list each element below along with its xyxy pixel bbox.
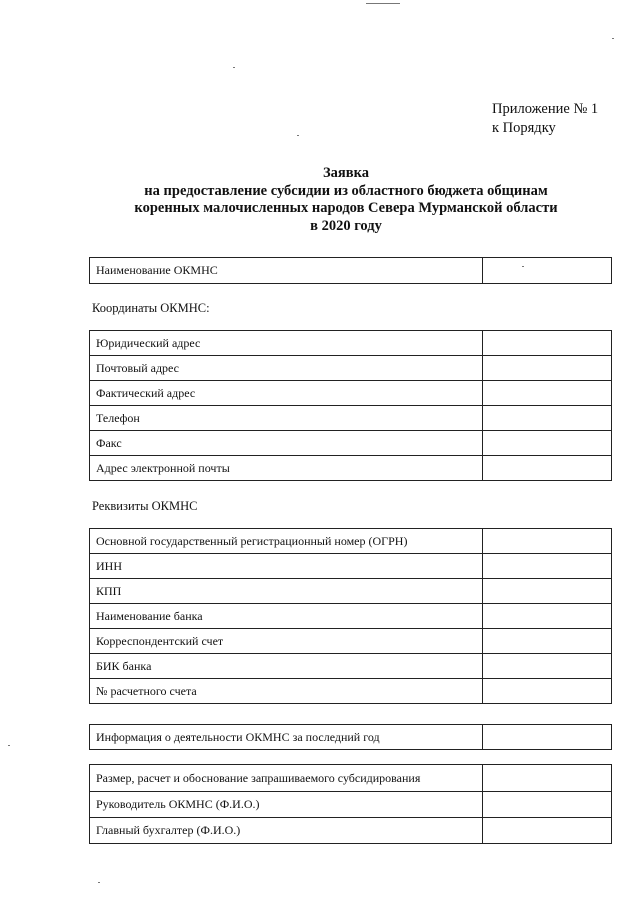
table-row bbox=[90, 554, 612, 579]
field-label: ИНН bbox=[90, 554, 483, 579]
table-row bbox=[90, 765, 612, 792]
field-value[interactable] bbox=[483, 629, 612, 654]
field-value[interactable] bbox=[483, 679, 612, 704]
table-row bbox=[90, 431, 612, 456]
field-label: КПП bbox=[90, 579, 483, 604]
table-row bbox=[90, 258, 612, 284]
table-row bbox=[90, 381, 612, 406]
field-label: Наименование банка bbox=[90, 604, 483, 629]
title-line-4: в 2020 году bbox=[310, 217, 382, 234]
field-value[interactable] bbox=[483, 529, 612, 554]
document-title bbox=[90, 165, 602, 235]
field-value[interactable] bbox=[483, 818, 612, 844]
field-label: Руководитель ОКМНС (Ф.И.О.) bbox=[90, 792, 483, 818]
field-label: Размер, расчет и обоснование запрашиваемого субсидирования bbox=[90, 765, 483, 792]
field-value[interactable] bbox=[483, 381, 612, 406]
title-line-1: Заявка bbox=[323, 165, 369, 181]
scan-speck bbox=[233, 67, 235, 68]
field-label: Информация о деятельности ОКМНС за последний год bbox=[90, 725, 483, 750]
field-value[interactable] bbox=[483, 431, 612, 456]
field-label: Корреспондентский счет bbox=[90, 629, 483, 654]
table-row bbox=[90, 579, 612, 604]
subsidy-table bbox=[89, 764, 612, 844]
coordinates-heading: Координаты ОКМНС: bbox=[92, 301, 210, 315]
field-value[interactable] bbox=[483, 331, 612, 356]
field-value[interactable] bbox=[483, 725, 612, 750]
field-label: Наименование ОКМНС bbox=[90, 258, 483, 284]
field-label: Телефон bbox=[90, 406, 483, 431]
appendix-reference: к Порядку bbox=[492, 120, 556, 136]
table-row bbox=[90, 792, 612, 818]
field-value[interactable] bbox=[483, 579, 612, 604]
table-row bbox=[90, 818, 612, 844]
appendix-label bbox=[492, 100, 598, 138]
field-label: Фактический адрес bbox=[90, 381, 483, 406]
table-row bbox=[90, 604, 612, 629]
table-row bbox=[90, 654, 612, 679]
field-label: БИК банка bbox=[90, 654, 483, 679]
org-name-table bbox=[89, 257, 612, 284]
title-line-3: коренных малочисленных народов Севера Мурманской области bbox=[134, 200, 558, 216]
title-line-2: на предоставление субсидии из областного бюджета общинам bbox=[144, 182, 548, 199]
scan-speck bbox=[98, 882, 100, 883]
table-row bbox=[90, 356, 612, 381]
activity-table bbox=[89, 724, 612, 750]
requisites-heading: Реквизиты ОКМНС bbox=[92, 499, 198, 513]
field-value[interactable] bbox=[483, 765, 612, 792]
field-label: № расчетного счета bbox=[90, 679, 483, 704]
field-value[interactable] bbox=[483, 604, 612, 629]
field-label: Факс bbox=[90, 431, 483, 456]
field-label: Главный бухгалтер (Ф.И.О.) bbox=[90, 818, 483, 844]
table-row bbox=[90, 406, 612, 431]
field-label: Адрес электронной почты bbox=[90, 456, 483, 481]
field-label: Основной государственный регистрационный номер (ОГРН) bbox=[90, 529, 483, 554]
table-row bbox=[90, 456, 612, 481]
field-label: Юридический адрес bbox=[90, 331, 483, 356]
field-value[interactable] bbox=[483, 792, 612, 818]
scan-speck bbox=[8, 745, 10, 746]
appendix-number: Приложение № 1 bbox=[492, 101, 599, 117]
scan-speck bbox=[612, 38, 614, 39]
table-row bbox=[90, 331, 612, 356]
table-row bbox=[90, 529, 612, 554]
field-label: Почтовый адрес bbox=[90, 356, 483, 381]
scan-speck bbox=[297, 135, 299, 136]
field-value[interactable] bbox=[483, 258, 612, 284]
scan-speck bbox=[522, 266, 524, 267]
field-value[interactable] bbox=[483, 406, 612, 431]
scan-speck bbox=[366, 3, 400, 4]
coordinates-table bbox=[89, 330, 612, 481]
requisites-table bbox=[89, 528, 612, 704]
field-value[interactable] bbox=[483, 456, 612, 481]
field-value[interactable] bbox=[483, 356, 612, 381]
table-row bbox=[90, 629, 612, 654]
table-row bbox=[90, 679, 612, 704]
table-row bbox=[90, 725, 612, 750]
field-value[interactable] bbox=[483, 654, 612, 679]
field-value[interactable] bbox=[483, 554, 612, 579]
